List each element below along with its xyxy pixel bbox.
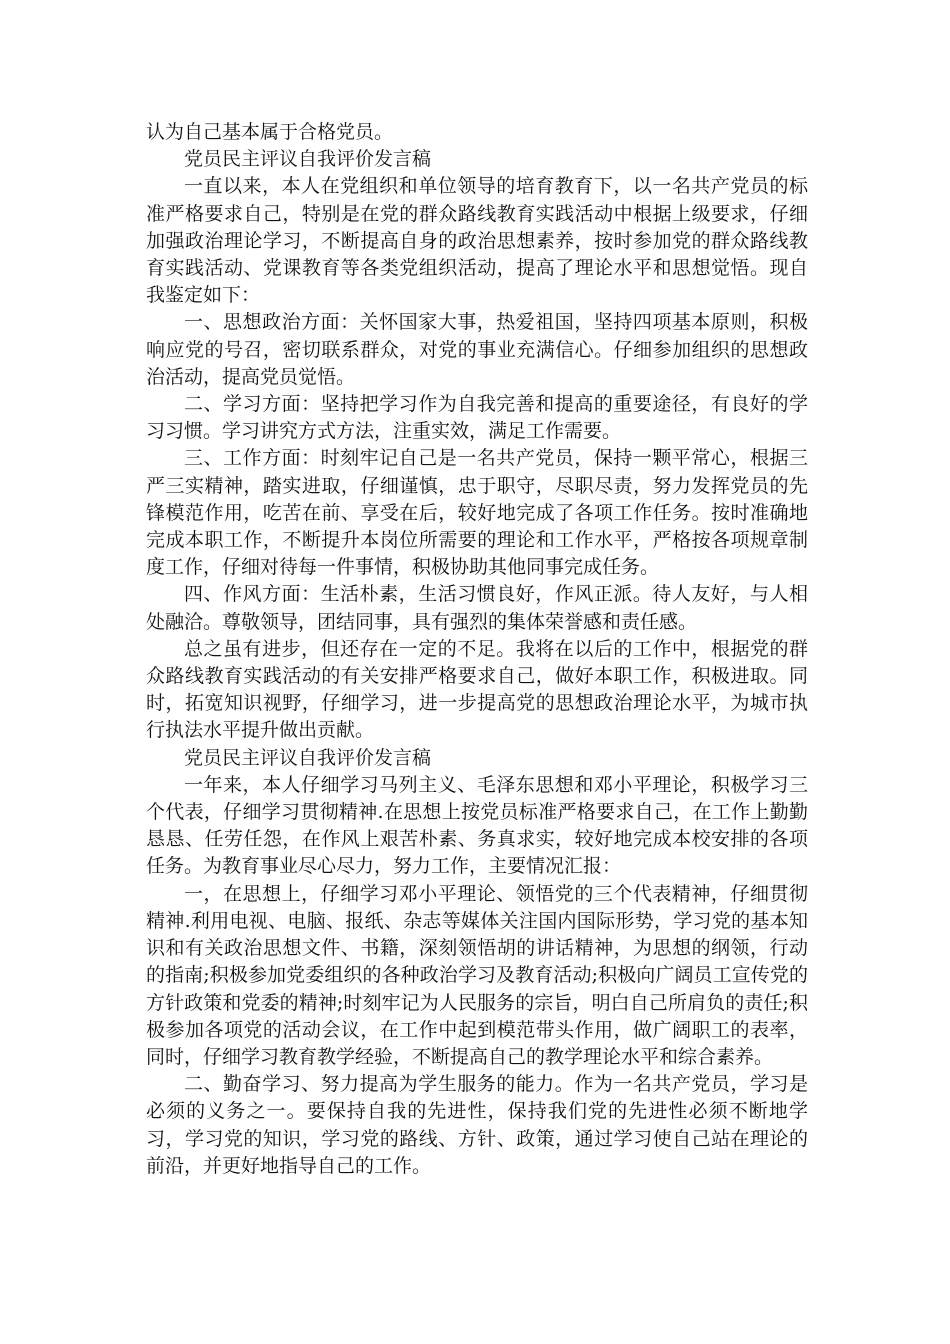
- paragraph-continuation: 认为自己基本属于合格党员。: [146, 121, 394, 143]
- section-heading: 党员民主评议自我评价发言稿: [184, 746, 432, 769]
- paragraph: 一年来，本人仔细学习马列主义、毛泽东思想和邓小平理论，积极学习三个代表，仔细学习贯彻精神.在思想上按党员标准严格要求自己，在工作上勤勤恳恳、任劳任怨，在作风上艰苦朴素、务真求实，较好地完成本校安排的各项任务。为教育事业尽心尽力，努力工作，主要情况汇报：: [146, 773, 808, 878]
- paragraph: 二、勤奋学习、努力提高为学生服务的能力。作为一名共产党员，学习是必须的义务之一。要保持自我的先进性，保持我们党的先进性必须不断地学习，学习党的知识，学习党的路线、方针、政策，通过学习使自己站在理论的前沿，并更好地指导自己的工作。: [146, 1073, 808, 1177]
- paragraph: 三、工作方面：时刻牢记自己是一名共产党员，保持一颗平常心，根据三严三实精神，踏实进取，仔细谨慎，忠于职守，尽职尽责，努力发挥党员的先锋模范作用，吃苦在前、享受在后，较好地完成了各项工作任务。按时准确地完成本职工作，不断提升本岗位所需要的理论和工作水平，严格按各项规章制度工作，仔细对待每一件事情，积极协助其他同事完成任务。: [146, 447, 808, 579]
- section-heading: 党员民主评议自我评价发言稿: [184, 148, 432, 171]
- paragraph: 总之虽有进步，但还存在一定的不足。我将在以后的工作中，根据党的群众路线教育实践活动的有关安排严格要求自己，做好本职工作，积极进取。同时，拓宽知识视野，仔细学习，进一步提高党的思想政治理论水平，为城市执行执法水平提升做出贡献。: [146, 637, 808, 742]
- paragraph: 一直以来，本人在党组织和单位领导的培育教育下，以一名共产党员的标准严格要求自己，特别是在党的群众路线教育实践活动中根据上级要求，仔细加强政治理论学习，不断提高自身的政治思想素养，按时参加党的群众路线教育实践活动、党课教育等各类党组织活动，提高了理论水平和思想觉悟。现自我鉴定如下：: [146, 175, 808, 307]
- paragraph: 一，在思想上，仔细学习邓小平理论、领悟党的三个代表精神，仔细贯彻精神.利用电视、电脑、报纸、杂志等媒体关注国内国际形势，学习党的基本知识和有关政治思想文件、书籍，深刻领悟胡的讲话精神，为思想的纲领，行动的指南;积极参加党委组织的各种政治学习及教育活动;积极向广阔员工宣传党的方针政策和党委的精神;时刻牢记为人民服务的宗旨，明白自己所肩负的责任;积极参加各项党的活动会议，在工作中起到模范带头作用，做广阔职工的表率，同时，仔细学习教育教学经验，不断提高自己的教学理论水平和综合素养。: [146, 882, 808, 1068]
- paragraph: 二、学习方面：坚持把学习作为自我完善和提高的重要途径，有良好的学习习惯。学习讲究方式方法，注重实效，满足工作需要。: [146, 393, 808, 443]
- document-body: [146, 119, 808, 1180]
- paragraph: 一、思想政治方面：关怀国家大事，热爱祖国，坚持四项基本原则，积极响应党的号召，密切联系群众，对党的事业充满信心。仔细参加组织的思想政治活动，提高党员觉悟。: [146, 311, 808, 388]
- paragraph: 四、作风方面：生活朴素，生活习惯良好，作风正派。待人友好，与人相处融洽。尊敬领导，团结同事，具有强烈的集体荣誉感和责任感。: [146, 583, 808, 633]
